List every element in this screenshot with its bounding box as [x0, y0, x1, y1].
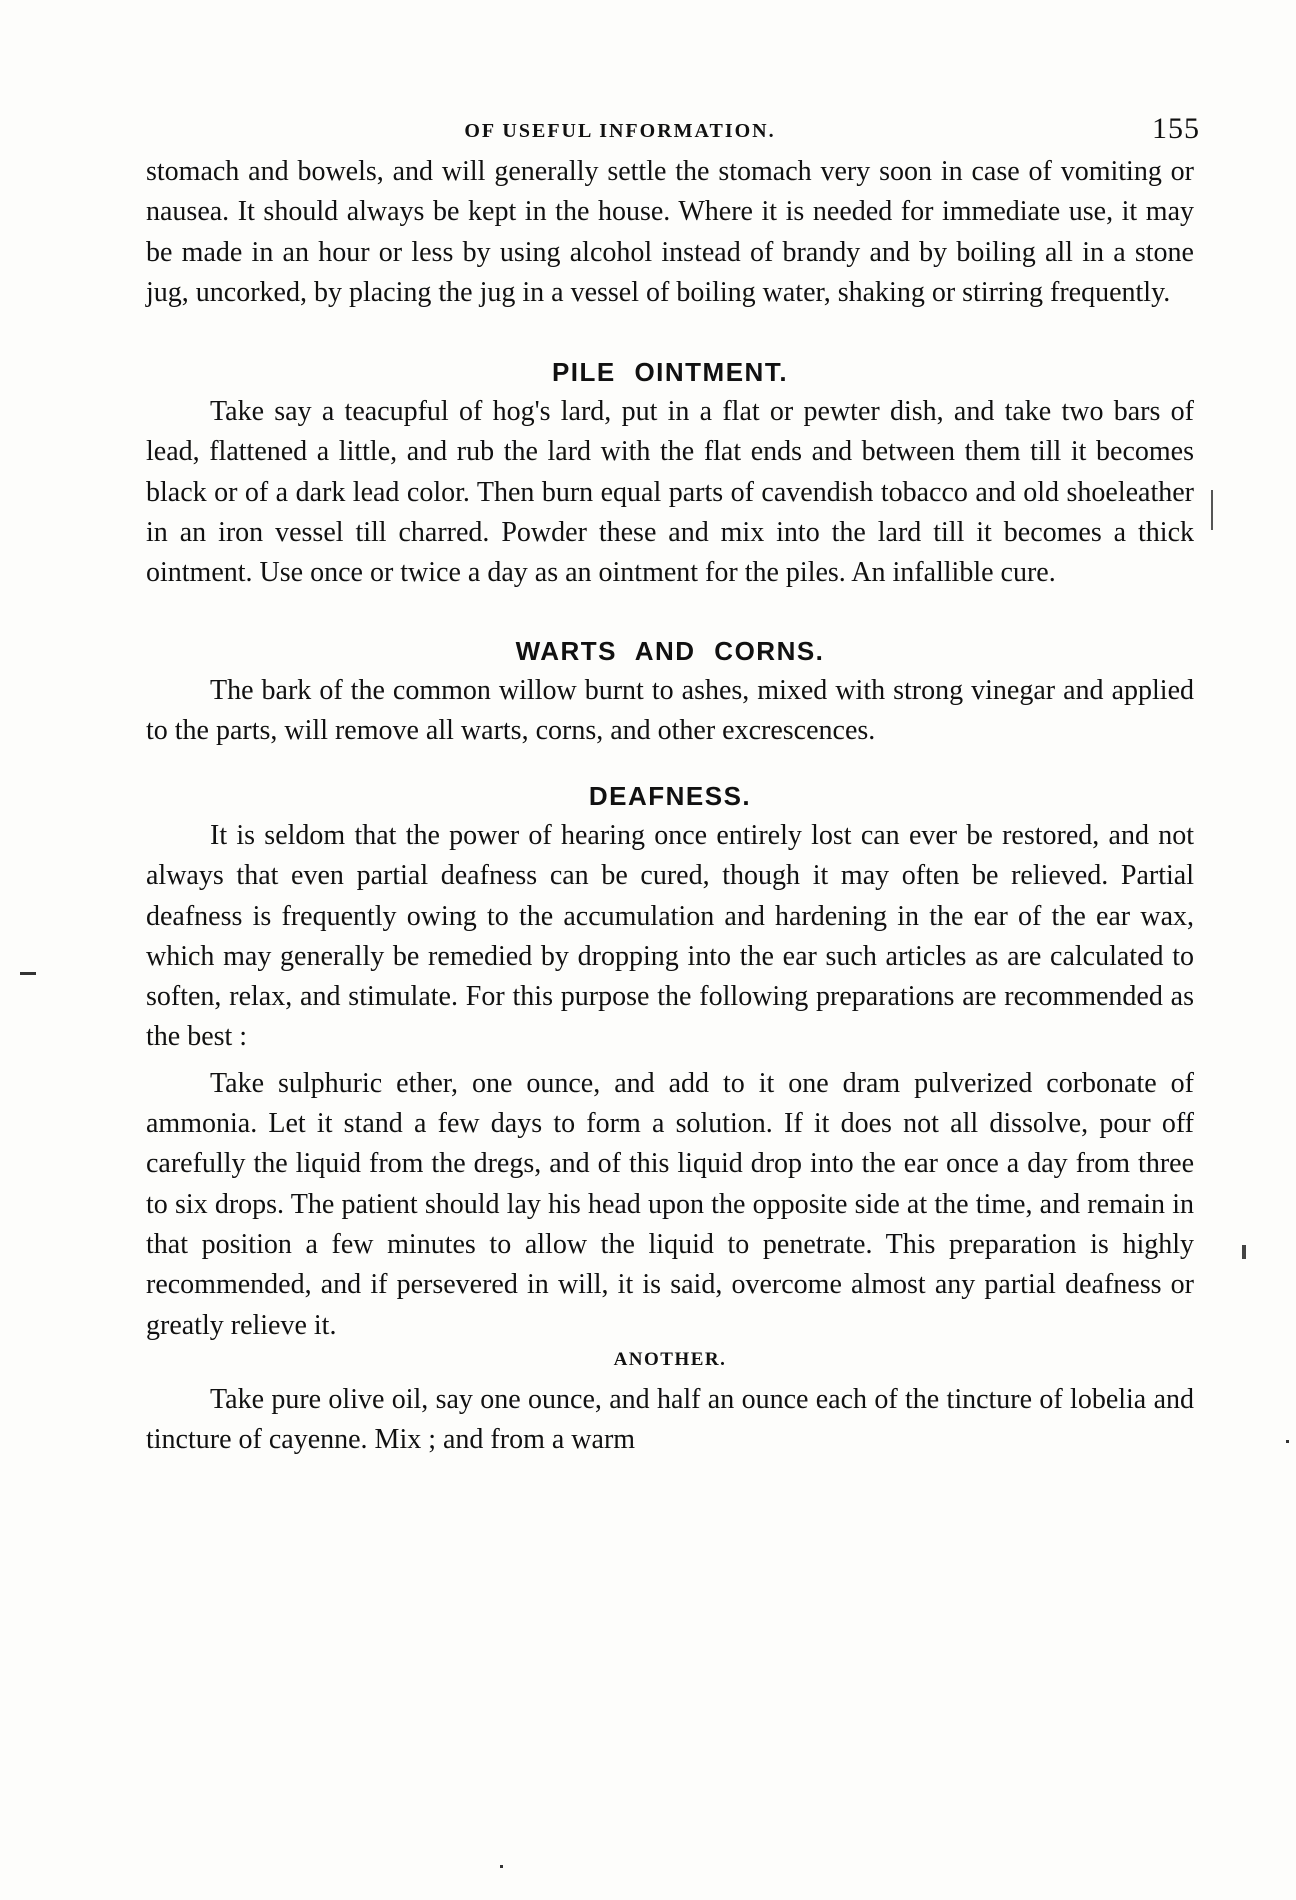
scan-mark [1211, 490, 1213, 530]
section-heading: WARTS AND CORNS. [515, 636, 825, 666]
scan-mark [20, 972, 36, 975]
scan-mark [500, 1865, 503, 1868]
section-deafness [146, 776, 1194, 1346]
section-paragraph: It is seldom that the power of hearing once entirely lost can ever be restored, and not always that even partial deafness can be cured, though it may often be relieved. Partial deafness is frequently owing to the accumulation and hardening in the ear of the ear wax, which may generally be remedied by dropping into the ear such articles as are calculated to soften, relax, and stimulate. For this purpose the following preparations are recommended as the best : [146, 820, 1194, 1053]
section-paragraph: The bark of the common willow burnt to ashes, mixed with strong vinegar and applied to the parts, will remove all warts, corns, and other excrescences. [146, 675, 1194, 747]
section-subheading: ANOTHER. [613, 1349, 727, 1370]
running-head [160, 112, 1200, 152]
section-paragraph: Take say a teacupful of hog's lard, put in a flat or pewter dish, and take two bars of lead, flattened a little, and rub the lard with the flat ends and between them till it becomes black or of a dark lead color. Then burn equal parts of cavendish tobacco and old shoeleather in an iron vessel till charred. Powder these and mix into the lard till it becomes a thick ointment. Use once or twice a day as an ointment for the piles. An infallible cure. [146, 396, 1194, 589]
running-title: OF USEFUL INFORMATION. [464, 120, 776, 142]
scan-mark [1242, 1245, 1246, 1259]
section-heading: DEAFNESS. [588, 781, 752, 811]
section-pile-ointment [146, 352, 1194, 593]
section-paragraph: Take sulphuric ether, one ounce, and add to it one dram pulverized corbonate of ammonia. Let it stand a few days to form a solution. If it does not all dissolve, pour off carefully the liquid from the dregs, and of this liquid drop into the ear once a day from three to six drops. The patient should lay his head upon the opposite side at the time, and remain in that position a few minutes to allow the liquid to penetrate. This preparation is highly recommended, and if persevered in will, it is said, overcome almost any partial deafness or greatly relieve it. [146, 1067, 1194, 1341]
scan-mark [1286, 1440, 1289, 1443]
section-paragraph: Take pure olive oil, say one ounce, and half an ounce each of the tincture of lobelia and tincture of cayenne. Mix ; and from a warm [146, 1384, 1194, 1456]
continuation-paragraph: stomach and bowels, and will generally settle the stomach very soon in case of vomiting or nausea. It should always be kept in the house. Where it is needed for immediate use, it may be made in an hour or less by using alcohol instead of brandy and by boiling all in a stone jug, uncorked, by placing the jug in a vessel of boiling water, shaking or stirring frequently. [146, 156, 1194, 308]
continuation-block [146, 152, 1194, 313]
page-number: 155 [1152, 112, 1200, 145]
section-another [146, 1340, 1194, 1461]
section-warts-and-corns [146, 631, 1194, 752]
section-heading: PILE OINTMENT. [551, 357, 789, 387]
